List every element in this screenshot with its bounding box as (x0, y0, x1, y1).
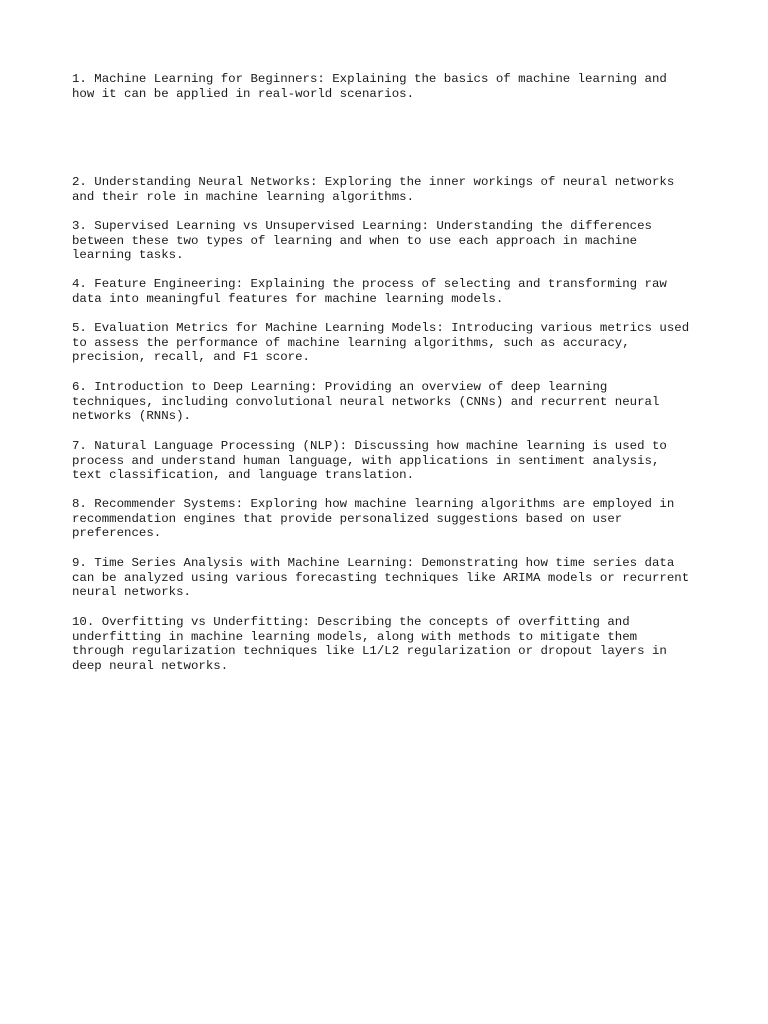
list-item-5: 5. Evaluation Metrics for Machine Learning Models: Introducing various metrics used to assess the performance of machine learning algorithms, such as accuracy, precision, recall, and F1 score. (72, 321, 690, 365)
list-item-2: 2. Understanding Neural Networks: Exploring the inner workings of neural networks and their role in machine learning algorithms. (72, 175, 675, 204)
list-item-4: 4. Feature Engineering: Explaining the process of selecting and transforming raw data into meaningful features for machine learning models. (72, 277, 667, 306)
list-item-3: 3. Supervised Learning vs Unsupervised Learning: Understanding the differences between these two types of learning and when to use each approach in machine learning tasks. (72, 219, 652, 263)
list-item-6: 6. Introduction to Deep Learning: Providing an overview of deep learning techniques, including convolutional neural networks (CNNs) and recurrent neural networks (RNNs). (72, 380, 660, 424)
list-item-10: 10. Overfitting vs Underfitting: Describing the concepts of overfitting and underfitting in machine learning models, along with methods to mitigate them through regularization techniques like L1/L2 regularization or dropout layers in deep neural networks. (72, 615, 667, 674)
list-item-9: 9. Time Series Analysis with Machine Learning: Demonstrating how time series data can be analyzed using various forecasting techniques like ARIMA models or recurrent neural networks. (72, 556, 690, 600)
list-item-7: 7. Natural Language Processing (NLP): Discussing how machine learning is used to process and understand human language, with applications in sentiment analysis, text classification, and language translation. (72, 439, 667, 483)
list-item-8: 8. Recommender Systems: Exploring how machine learning algorithms are employed in recommendation engines that provide personalized suggestions based on user preferences. (72, 497, 675, 541)
list-item-1: 1. Machine Learning for Beginners: Explaining the basics of machine learning and how it can be applied in real-world scenarios. (72, 72, 667, 101)
